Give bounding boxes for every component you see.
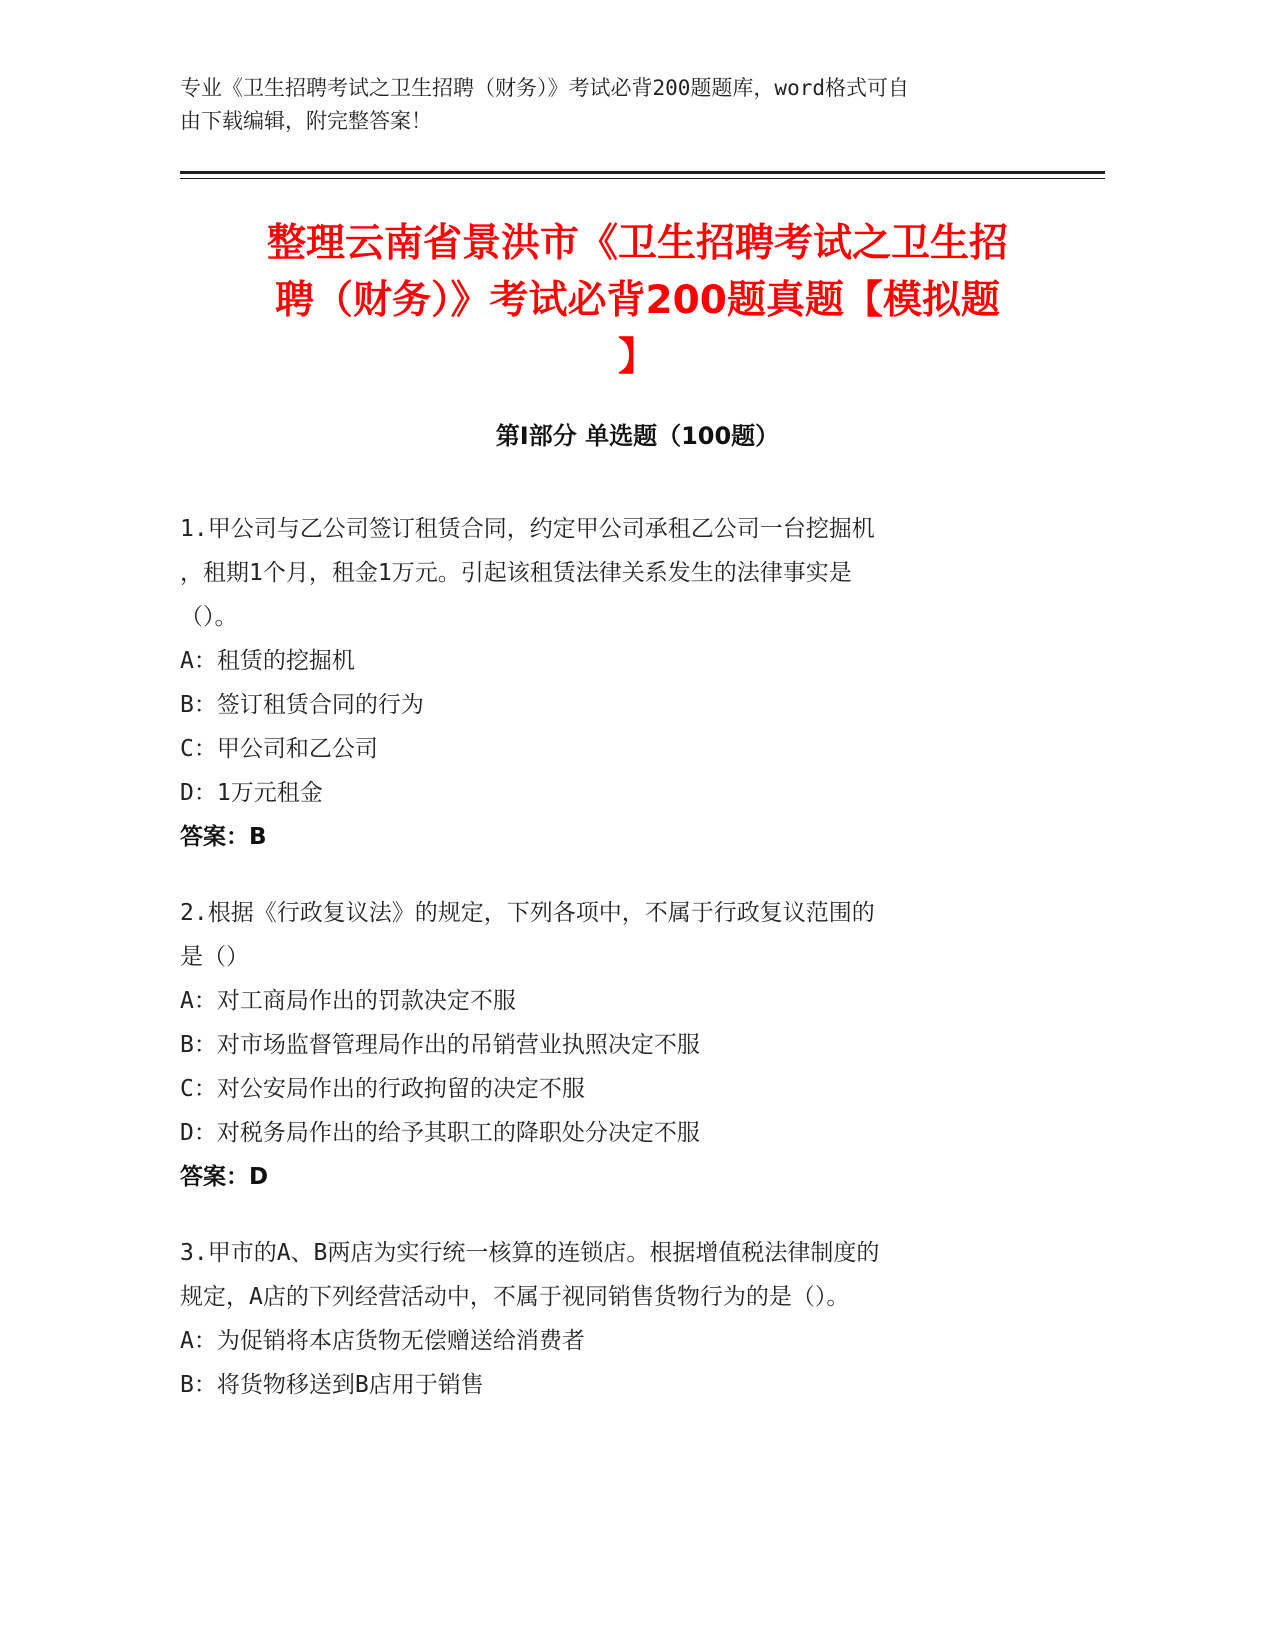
question-item xyxy=(180,1231,1100,1407)
answer-line: 答案：B xyxy=(180,824,267,850)
option-d: D：对税务局作出的给予其职工的降职处分决定不服 xyxy=(180,1120,700,1146)
question-stem-line: 规定，A店的下列经营活动中，不属于视同销售货物行为的是（）。 xyxy=(180,1284,850,1310)
option-b: B：将货物移送到B店用于销售 xyxy=(180,1372,484,1398)
option-b: B：对市场监督管理局作出的吊销营业执照决定不服 xyxy=(180,1032,700,1058)
answer-line: 答案：D xyxy=(180,1164,269,1190)
question-stem-line: 2.根据《行政复议法》的规定，下列各项中，不属于行政复议范围的 xyxy=(180,900,875,926)
header-divider-thick xyxy=(180,171,1105,174)
title-line: 整理云南省景洪市《卫生招聘考试之卫生招 xyxy=(266,221,1008,266)
question-item xyxy=(180,891,1100,1199)
question-stem-line: 是（） xyxy=(180,944,249,970)
document-title xyxy=(180,215,1095,386)
option-c: C：甲公司和乙公司 xyxy=(180,736,378,762)
option-b: B：签订租赁合同的行为 xyxy=(180,692,424,718)
header-note xyxy=(180,72,1080,138)
question-stem-line: （）。 xyxy=(180,604,238,630)
option-a: A：对工商局作出的罚款决定不服 xyxy=(180,988,516,1014)
question-item xyxy=(180,507,1100,859)
header-note-line: 专业《卫生招聘考试之卫生招聘（财务）》考试必背200题题库，word格式可自 xyxy=(180,76,909,100)
question-stem-line: ，租期1个月，租金1万元。引起该租赁法律关系发生的法律事实是 xyxy=(180,560,852,586)
header-divider-thin xyxy=(180,178,1105,179)
question-stem-line: 3.甲市的A、B两店为实行统一核算的连锁店。根据增值税法律制度的 xyxy=(180,1240,880,1266)
option-d: D：1万元租金 xyxy=(180,780,323,806)
section-heading: 第I部分 单选题（100题） xyxy=(495,422,780,450)
option-c: C：对公安局作出的行政拘留的决定不服 xyxy=(180,1076,585,1102)
option-a: A：租赁的挖掘机 xyxy=(180,648,355,674)
option-a: A：为促销将本店货物无偿赠送给消费者 xyxy=(180,1328,585,1354)
header-note-line: 由下载编辑，附完整答案！ xyxy=(180,109,432,133)
question-stem-line: 1.甲公司与乙公司签订租赁合同，约定甲公司承租乙公司一台挖掘机 xyxy=(180,516,875,542)
title-line: 聘（财务）》考试必背200题真题【模拟题 xyxy=(275,278,1000,323)
title-line: 】 xyxy=(617,335,657,380)
question-list xyxy=(180,507,1100,1439)
